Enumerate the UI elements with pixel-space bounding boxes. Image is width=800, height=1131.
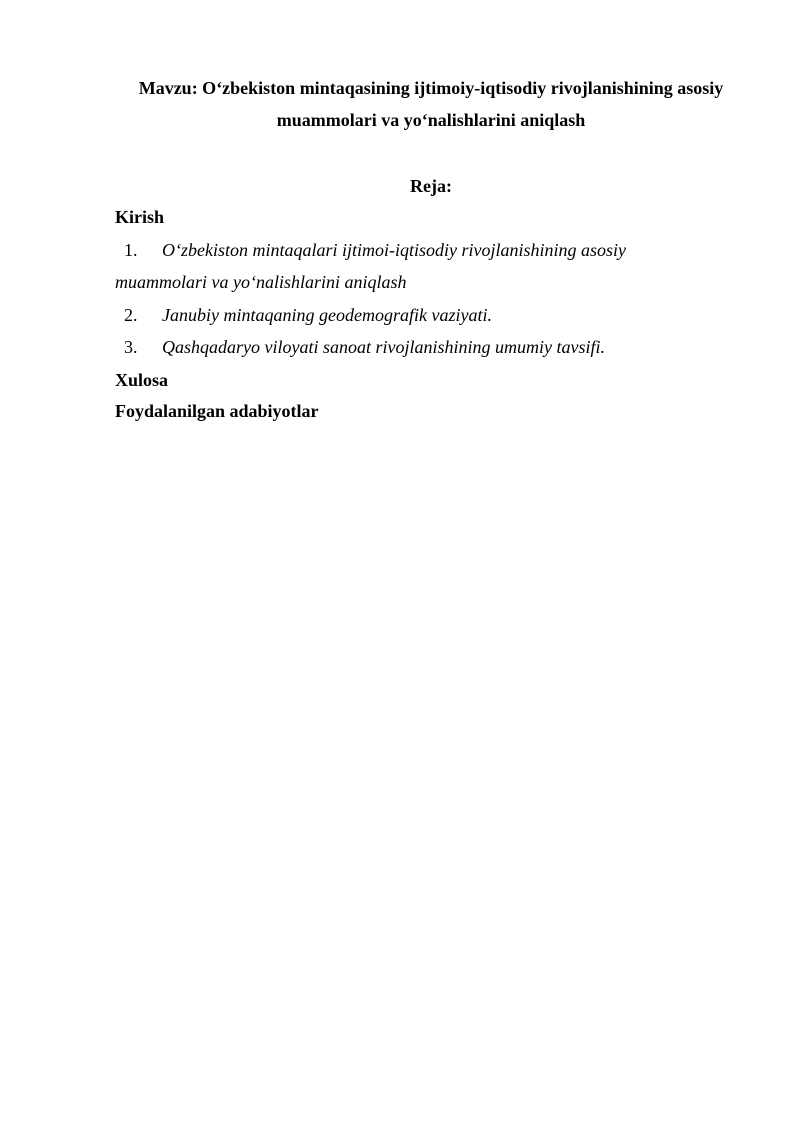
conclusion-heading: Xulosa xyxy=(115,370,169,390)
list-item-text: Janubiy mintaqaning geodemografik vaziyati. xyxy=(162,305,492,325)
list-item-text: O‘zbekiston mintaqalari ijtimoi-iqtisodiy rivojlanishining asosiy xyxy=(162,240,626,260)
list-item-number: 2. xyxy=(124,305,138,325)
document-title: Mavzu: O‘zbekiston mintaqasining ijtimoiy-iqtisodiy rivojlanishining asosiy muammolari va yo‘nalishlarini aniqlash xyxy=(138,78,724,130)
list-item-text-continuation: muammolari va yo‘nalishlarini aniqlash xyxy=(115,272,407,292)
list-item-number: 3. xyxy=(124,337,138,357)
list-item-text: Qashqadaryo viloyati sanoat rivojlanishining umumiy tavsifi. xyxy=(162,337,605,357)
list-item-number: 1. xyxy=(124,240,138,260)
intro-heading: Kirish xyxy=(115,207,165,227)
references-heading: Foydalanilgan adabiyotlar xyxy=(115,401,319,421)
plan-heading: Reja: xyxy=(410,176,452,196)
